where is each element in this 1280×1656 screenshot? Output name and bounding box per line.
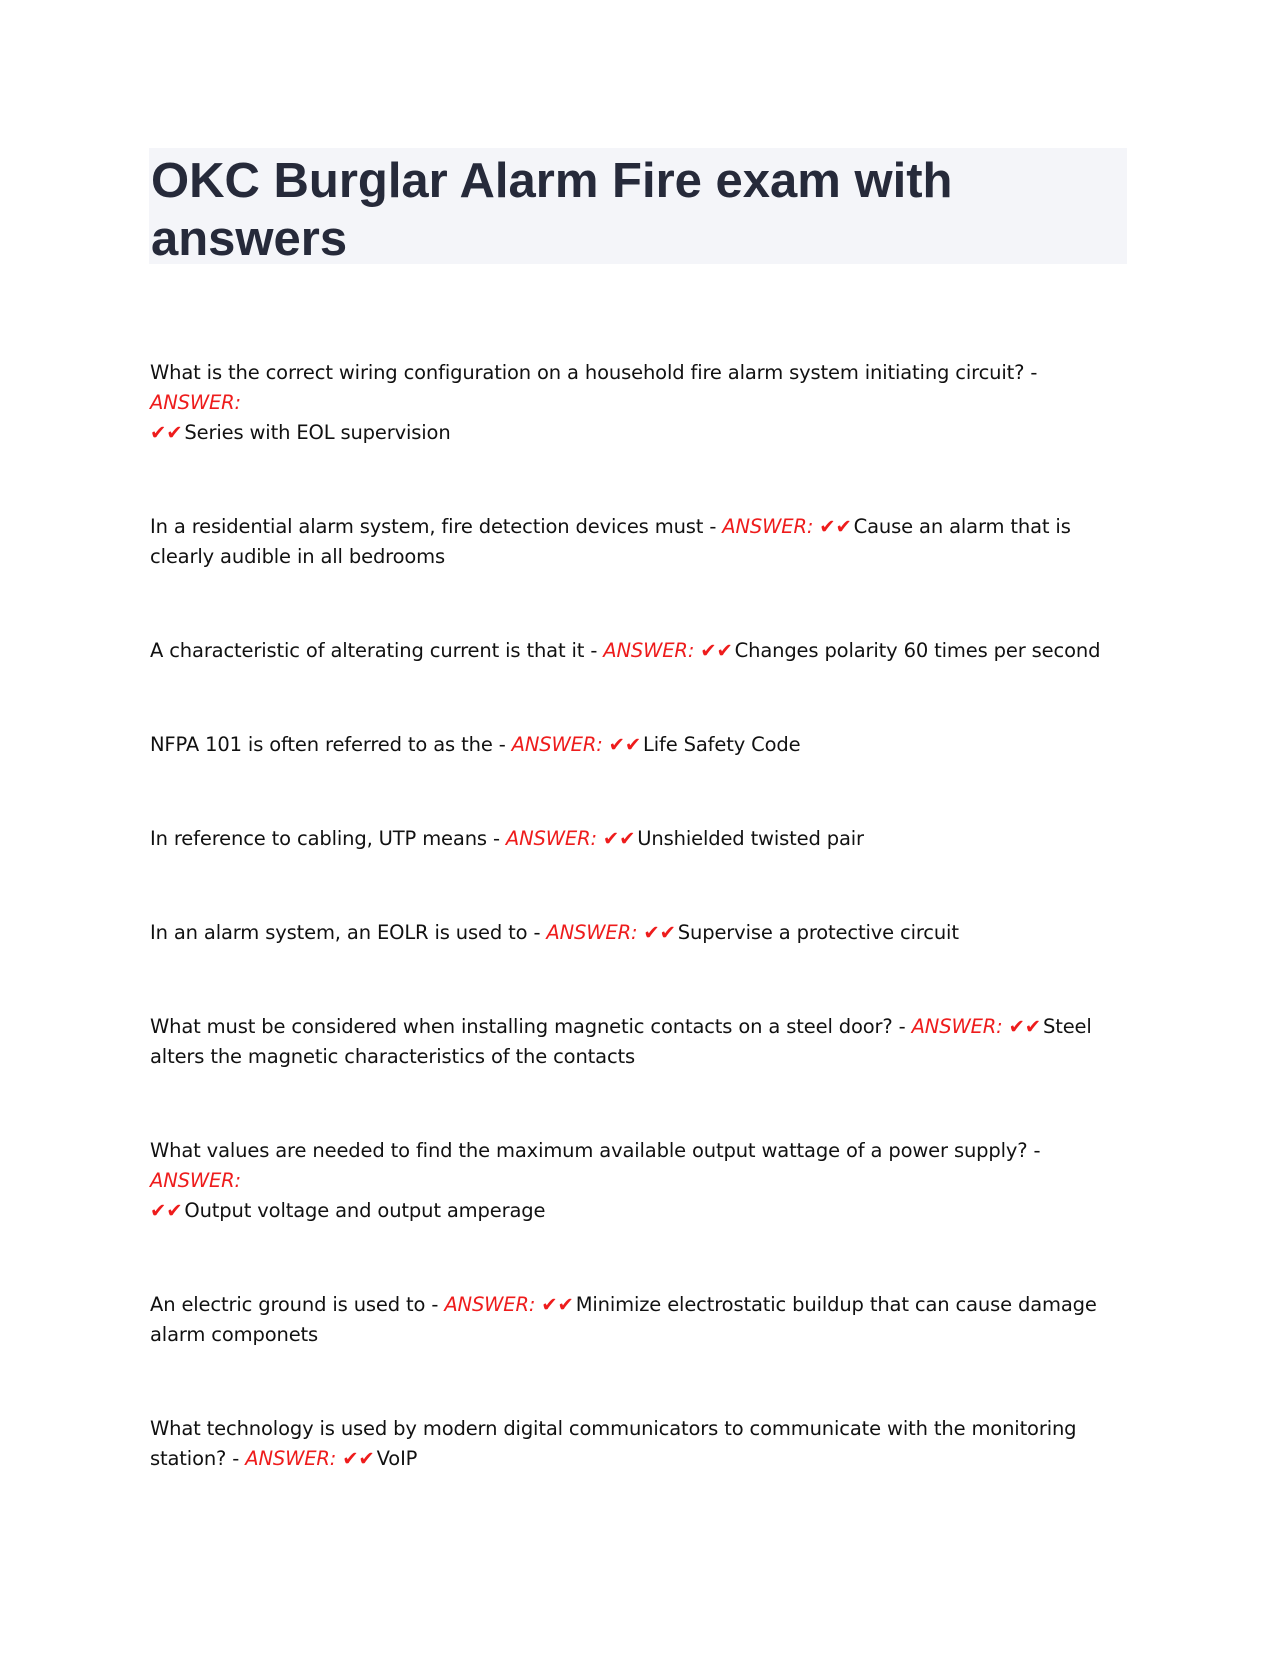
- qa-item: [150, 1012, 1130, 1072]
- answer-text: Changes polarity 60 times per second: [734, 639, 1101, 662]
- question-text: A characteristic of alterating current is that it -: [150, 639, 604, 662]
- check-marks-icon: ✔✔: [150, 421, 183, 444]
- check-marks-icon: ✔✔: [1008, 1015, 1041, 1038]
- qa-list: [150, 358, 1130, 1474]
- answer-label: ANSWER:: [150, 1169, 241, 1192]
- qa-item: [150, 358, 1130, 448]
- question-text: What technology is used by modern digital communicators to communicate with the monitoring station? -: [150, 1417, 1077, 1470]
- answer-text: VoIP: [376, 1447, 418, 1470]
- answer-label: ANSWER:: [511, 733, 603, 756]
- question-text: In reference to cabling, UTP means -: [150, 827, 506, 850]
- check-marks-icon: ✔✔: [541, 1293, 574, 1316]
- qa-item: [150, 918, 1130, 948]
- question-text: An electric ground is used to -: [150, 1293, 445, 1316]
- answer-label: ANSWER:: [150, 391, 241, 414]
- qa-item: [150, 824, 1130, 854]
- answer-label: ANSWER:: [444, 1293, 536, 1316]
- check-marks-icon: ✔✔: [819, 515, 852, 538]
- check-marks-icon: ✔✔: [643, 921, 676, 944]
- qa-item: [150, 730, 1130, 760]
- answer-text: Series with EOL supervision: [184, 421, 451, 444]
- question-text: What values are needed to find the maximum available output wattage of a power supply? -: [150, 1139, 1041, 1162]
- check-marks-icon: ✔✔: [608, 733, 642, 756]
- question-text: In a residential alarm system, fire detection devices must -: [150, 515, 723, 538]
- question-text: In an alarm system, an EOLR is used to -: [150, 921, 547, 944]
- answer-text: Output voltage and output amperage: [184, 1199, 546, 1222]
- answer-text: Supervise a protective circuit: [677, 921, 959, 944]
- check-marks-icon: ✔✔: [150, 1199, 183, 1222]
- answer-text: Life Safety Code: [643, 733, 801, 756]
- answer-label: ANSWER:: [245, 1447, 337, 1470]
- answer-label: ANSWER:: [505, 827, 597, 850]
- answer-text: Unshielded twisted pair: [637, 827, 864, 850]
- qa-item: [150, 1414, 1130, 1474]
- qa-item: [150, 1290, 1130, 1350]
- qa-item: [150, 512, 1130, 572]
- answer-label: ANSWER:: [546, 921, 638, 944]
- question-text: NFPA 101 is often referred to as the -: [150, 733, 512, 756]
- question-text: What must be considered when installing magnetic contacts on a steel door? -: [150, 1015, 912, 1038]
- check-marks-icon: ✔✔: [342, 1447, 375, 1470]
- answer-text: Steel alters the magnetic characteristics of the contacts: [150, 1015, 1092, 1068]
- title-banner: [149, 148, 1127, 264]
- answer-label: ANSWER:: [911, 1015, 1003, 1038]
- answer-text: Cause an alarm that is clearly audible in all bedrooms: [150, 515, 1071, 568]
- page-title: OKC Burglar Alarm Fire exam with answers: [151, 154, 953, 266]
- answer-label: ANSWER:: [603, 639, 695, 662]
- answer-text: Minimize electrostatic buildup that can cause damage alarm componets: [150, 1293, 1097, 1346]
- check-marks-icon: ✔✔: [602, 827, 636, 850]
- question-text: What is the correct wiring configuration on a household fire alarm system initiating circuit? -: [150, 361, 1038, 384]
- answer-label: ANSWER:: [722, 515, 814, 538]
- qa-item: [150, 636, 1130, 666]
- qa-item: [150, 1136, 1130, 1226]
- check-marks-icon: ✔✔: [700, 639, 733, 662]
